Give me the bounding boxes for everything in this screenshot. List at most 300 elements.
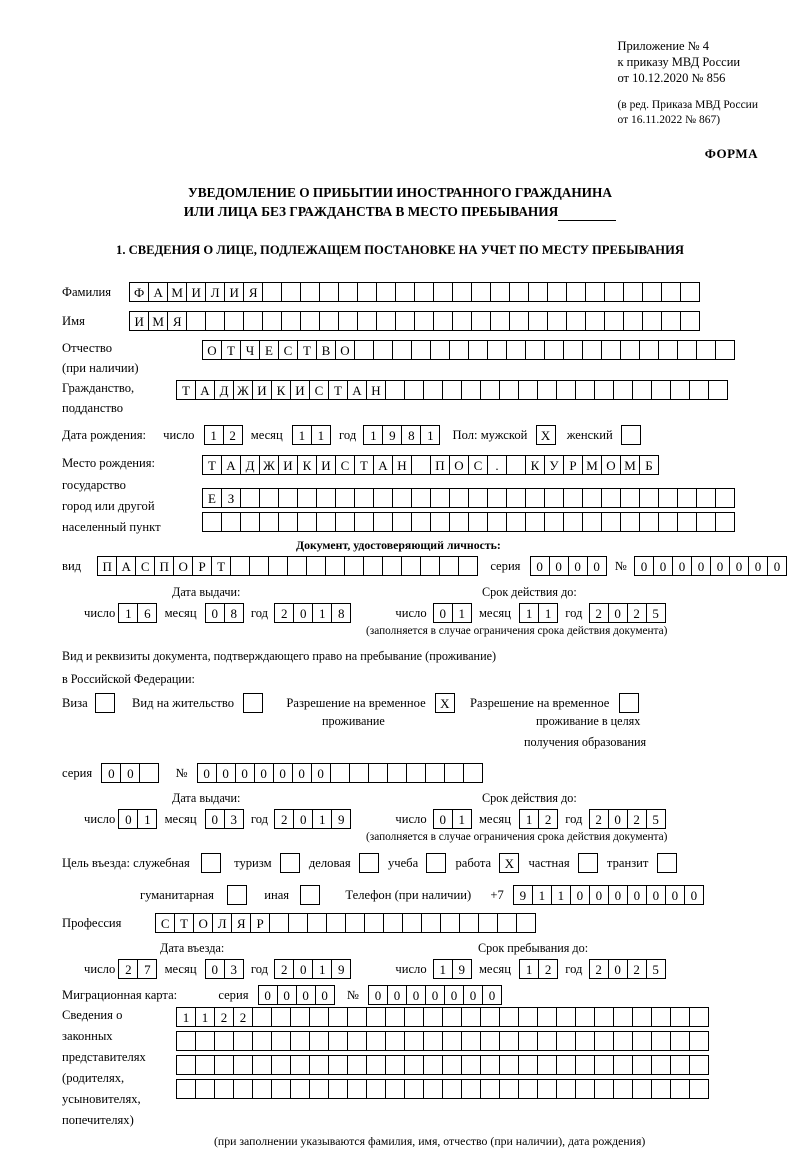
cell[interactable] (525, 340, 545, 360)
permit-series-input[interactable] (101, 763, 158, 783)
cell[interactable] (518, 1079, 538, 1099)
cell[interactable] (516, 913, 536, 933)
cell[interactable]: 0 (258, 985, 278, 1005)
cell[interactable] (414, 282, 434, 302)
cell[interactable] (696, 512, 716, 532)
cell[interactable] (689, 1031, 709, 1051)
cell[interactable] (347, 1079, 367, 1099)
cell[interactable]: С (278, 340, 298, 360)
cell[interactable]: О (601, 455, 621, 475)
cell[interactable] (518, 1007, 538, 1027)
cell[interactable] (328, 1055, 348, 1075)
cell[interactable] (387, 763, 407, 783)
stay-day-input[interactable] (433, 959, 471, 979)
cell[interactable] (518, 1031, 538, 1051)
entry-day-input[interactable] (118, 959, 156, 979)
cell[interactable]: М (582, 455, 602, 475)
cell[interactable] (338, 282, 358, 302)
cell[interactable] (297, 512, 317, 532)
cell[interactable] (262, 311, 282, 331)
cell[interactable] (139, 763, 159, 783)
cell[interactable] (347, 1031, 367, 1051)
cell[interactable] (544, 340, 564, 360)
cell[interactable] (357, 282, 377, 302)
cell[interactable] (480, 1007, 500, 1027)
cell[interactable] (651, 1031, 671, 1051)
cell[interactable]: 5 (646, 809, 666, 829)
cell[interactable]: Т (297, 340, 317, 360)
cell[interactable]: Т (221, 340, 241, 360)
migration-number-input[interactable] (368, 985, 501, 1005)
cell[interactable] (307, 913, 327, 933)
cell[interactable] (715, 488, 735, 508)
purpose-tourism-checkbox[interactable] (280, 853, 300, 873)
cell[interactable]: Т (176, 380, 196, 400)
cell[interactable] (373, 512, 393, 532)
cell[interactable] (326, 913, 346, 933)
cell[interactable]: 1 (532, 885, 552, 905)
cell[interactable] (601, 512, 621, 532)
cell[interactable] (344, 556, 364, 576)
cell[interactable]: В (316, 340, 336, 360)
cell[interactable] (383, 913, 403, 933)
cell[interactable] (176, 1055, 196, 1075)
cell[interactable] (620, 512, 640, 532)
cell[interactable] (670, 1079, 690, 1099)
cell[interactable] (661, 311, 681, 331)
cell[interactable] (252, 1055, 272, 1075)
surname-input[interactable] (129, 282, 699, 302)
cell[interactable] (335, 488, 355, 508)
cell[interactable] (202, 512, 222, 532)
cell[interactable]: 0 (277, 985, 297, 1005)
cell[interactable]: М (148, 311, 168, 331)
cell[interactable]: 0 (568, 556, 588, 576)
cell[interactable] (186, 311, 206, 331)
cell[interactable] (632, 1055, 652, 1075)
cell[interactable] (328, 1031, 348, 1051)
cell[interactable]: 1 (551, 885, 571, 905)
cell[interactable] (575, 1055, 595, 1075)
sex-male-checkbox[interactable]: X (536, 425, 556, 445)
legal-rep-input-row-3[interactable] (176, 1055, 708, 1075)
cell[interactable]: 0 (684, 885, 704, 905)
doc-issue-year-input[interactable] (274, 603, 350, 623)
cell[interactable] (319, 311, 339, 331)
cell[interactable] (240, 488, 260, 508)
cell[interactable]: З (221, 488, 241, 508)
cell[interactable] (461, 1031, 481, 1051)
cell[interactable]: 8 (331, 603, 351, 623)
cell[interactable]: 0 (530, 556, 550, 576)
cell[interactable]: 0 (748, 556, 768, 576)
cell[interactable]: 2 (274, 603, 294, 623)
cell[interactable] (459, 913, 479, 933)
doc-issue-day-input[interactable] (118, 603, 156, 623)
cell[interactable] (271, 1031, 291, 1051)
cell[interactable]: 0 (296, 985, 316, 1005)
cell[interactable] (518, 380, 538, 400)
cell[interactable] (594, 380, 614, 400)
cell[interactable]: 8 (401, 425, 421, 445)
cell[interactable] (582, 488, 602, 508)
entry-month-input[interactable] (205, 959, 243, 979)
cell[interactable] (385, 1055, 405, 1075)
cell[interactable]: У (544, 455, 564, 475)
cell[interactable] (518, 1055, 538, 1075)
cell[interactable] (330, 763, 350, 783)
cell[interactable] (420, 556, 440, 576)
cell[interactable] (205, 311, 225, 331)
cell[interactable]: С (155, 913, 175, 933)
visa-checkbox[interactable] (95, 693, 115, 713)
cell[interactable]: 1 (452, 603, 472, 623)
cell[interactable] (230, 556, 250, 576)
purpose-business-checkbox[interactable] (359, 853, 379, 873)
purpose-humanitarian-checkbox[interactable] (227, 885, 247, 905)
cell[interactable]: М (620, 455, 640, 475)
cell[interactable] (480, 380, 500, 400)
cell[interactable] (423, 1007, 443, 1027)
cell[interactable] (354, 512, 374, 532)
cell[interactable]: 1 (195, 1007, 215, 1027)
cell[interactable]: 0 (729, 556, 749, 576)
cell[interactable]: 0 (646, 885, 666, 905)
cell[interactable]: . (487, 455, 507, 475)
cell[interactable]: 0 (235, 763, 255, 783)
purpose-service-checkbox[interactable] (201, 853, 221, 873)
cell[interactable]: 1 (137, 809, 157, 829)
cell[interactable] (670, 1055, 690, 1075)
legal-rep-input-row-1[interactable] (176, 1007, 708, 1027)
cell[interactable]: 0 (197, 763, 217, 783)
cell[interactable]: 2 (627, 603, 647, 623)
cell[interactable]: 6 (137, 603, 157, 623)
cell[interactable] (309, 1079, 329, 1099)
cell[interactable] (499, 380, 519, 400)
cell[interactable] (639, 512, 659, 532)
cell[interactable] (366, 1007, 386, 1027)
cell[interactable] (487, 488, 507, 508)
cell[interactable]: 3 (224, 959, 244, 979)
cell[interactable]: 0 (216, 763, 236, 783)
cell[interactable] (300, 282, 320, 302)
cell[interactable] (306, 556, 326, 576)
cell[interactable]: О (193, 913, 213, 933)
cell[interactable] (176, 1031, 196, 1051)
cell[interactable]: Ж (259, 455, 279, 475)
cell[interactable] (366, 1079, 386, 1099)
cell[interactable] (632, 1007, 652, 1027)
cell[interactable] (689, 1079, 709, 1099)
cell[interactable] (221, 512, 241, 532)
cell[interactable] (544, 512, 564, 532)
cell[interactable] (309, 1007, 329, 1027)
purpose-private-checkbox[interactable] (578, 853, 598, 873)
cell[interactable] (385, 1031, 405, 1051)
cell[interactable] (563, 512, 583, 532)
cell[interactable] (487, 340, 507, 360)
cell[interactable]: 0 (710, 556, 730, 576)
cell[interactable]: 9 (331, 809, 351, 829)
cell[interactable] (689, 1007, 709, 1027)
cell[interactable]: 0 (482, 985, 502, 1005)
cell[interactable]: И (278, 455, 298, 475)
cell[interactable]: Т (202, 455, 222, 475)
birthplace-input-row-1[interactable] (202, 455, 658, 475)
cell[interactable]: 9 (331, 959, 351, 979)
cell[interactable] (461, 1079, 481, 1099)
cell[interactable]: С (468, 455, 488, 475)
cell[interactable]: И (252, 380, 272, 400)
cell[interactable]: А (116, 556, 136, 576)
cell[interactable] (278, 488, 298, 508)
cell[interactable]: 0 (205, 603, 225, 623)
cell[interactable]: К (525, 455, 545, 475)
cell[interactable] (639, 488, 659, 508)
cell[interactable]: Л (212, 913, 232, 933)
residence-permit-checkbox[interactable] (243, 693, 263, 713)
cell[interactable]: 1 (311, 425, 331, 445)
cell[interactable] (233, 1055, 253, 1075)
cell[interactable] (433, 282, 453, 302)
permit-valid-month-input[interactable] (519, 809, 557, 829)
cell[interactable] (452, 311, 472, 331)
cell[interactable] (651, 1079, 671, 1099)
cell[interactable] (366, 1031, 386, 1051)
cell[interactable]: 9 (382, 425, 402, 445)
cell[interactable] (509, 282, 529, 302)
cell[interactable] (195, 1031, 215, 1051)
cell[interactable] (278, 512, 298, 532)
name-input[interactable] (129, 311, 699, 331)
cell[interactable] (357, 311, 377, 331)
legal-rep-input-row-2[interactable] (176, 1031, 708, 1051)
cell[interactable] (290, 1055, 310, 1075)
cell[interactable] (392, 340, 412, 360)
cell[interactable] (269, 913, 289, 933)
cell[interactable]: А (221, 455, 241, 475)
cell[interactable] (651, 1055, 671, 1075)
cell[interactable]: 0 (608, 959, 628, 979)
temp-residence-checkbox[interactable]: X (435, 693, 455, 713)
cell[interactable]: 0 (315, 985, 335, 1005)
cell[interactable] (421, 913, 441, 933)
cell[interactable]: 2 (274, 959, 294, 979)
cell[interactable] (423, 1079, 443, 1099)
cell[interactable]: 0 (293, 603, 313, 623)
cell[interactable] (499, 1079, 519, 1099)
cell[interactable] (661, 282, 681, 302)
cell[interactable] (677, 340, 697, 360)
cell[interactable] (195, 1055, 215, 1075)
cell[interactable] (613, 1055, 633, 1075)
cell[interactable] (677, 512, 697, 532)
cell[interactable] (259, 512, 279, 532)
cell[interactable]: 0 (205, 959, 225, 979)
cell[interactable] (490, 282, 510, 302)
cell[interactable]: 2 (589, 959, 609, 979)
cell[interactable]: 1 (312, 809, 332, 829)
cell[interactable]: 0 (570, 885, 590, 905)
cell[interactable] (651, 1007, 671, 1027)
cell[interactable] (585, 311, 605, 331)
cell[interactable] (525, 488, 545, 508)
cell[interactable]: 0 (665, 885, 685, 905)
cell[interactable]: 0 (549, 556, 569, 576)
cell[interactable] (670, 380, 690, 400)
cell[interactable] (525, 512, 545, 532)
cell[interactable] (623, 282, 643, 302)
cell[interactable] (556, 380, 576, 400)
cell[interactable] (347, 1055, 367, 1075)
cell[interactable] (556, 1055, 576, 1075)
cell[interactable] (385, 380, 405, 400)
citizenship-input[interactable] (176, 380, 727, 400)
cell[interactable] (471, 282, 491, 302)
cell[interactable] (440, 913, 460, 933)
cell[interactable]: 2 (589, 603, 609, 623)
cell[interactable]: Т (174, 913, 194, 933)
cell[interactable] (639, 340, 659, 360)
cell[interactable] (373, 340, 393, 360)
cell[interactable]: Т (211, 556, 231, 576)
birthplace-input-row-2[interactable] (202, 488, 734, 508)
cell[interactable] (582, 512, 602, 532)
cell[interactable]: 1 (452, 809, 472, 829)
cell[interactable]: 1 (312, 603, 332, 623)
legal-rep-input-row-4[interactable] (176, 1079, 708, 1099)
cell[interactable] (613, 1031, 633, 1051)
cell[interactable]: П (154, 556, 174, 576)
cell[interactable]: И (129, 311, 149, 331)
cell[interactable] (252, 1079, 272, 1099)
cell[interactable]: И (186, 282, 206, 302)
cell[interactable]: Р (563, 455, 583, 475)
cell[interactable] (544, 488, 564, 508)
cell[interactable] (537, 1079, 557, 1099)
cell[interactable]: 0 (406, 985, 426, 1005)
cell[interactable]: Д (214, 380, 234, 400)
permit-issue-month-input[interactable] (205, 809, 243, 829)
cell[interactable] (509, 311, 529, 331)
cell[interactable] (563, 340, 583, 360)
cell[interactable] (575, 1079, 595, 1099)
cell[interactable] (404, 1055, 424, 1075)
cell[interactable] (395, 282, 415, 302)
cell[interactable] (528, 311, 548, 331)
cell[interactable] (290, 1031, 310, 1051)
cell[interactable] (262, 282, 282, 302)
cell[interactable] (425, 763, 445, 783)
cell[interactable]: 0 (608, 885, 628, 905)
cell[interactable] (433, 311, 453, 331)
phone-input[interactable] (513, 885, 703, 905)
birth-month-input[interactable] (292, 425, 330, 445)
cell[interactable]: О (202, 340, 222, 360)
cell[interactable] (271, 1007, 291, 1027)
cell[interactable] (376, 282, 396, 302)
cell[interactable]: 1 (433, 959, 453, 979)
cell[interactable] (487, 512, 507, 532)
cell[interactable]: 0 (311, 763, 331, 783)
cell[interactable] (658, 512, 678, 532)
cell[interactable] (392, 512, 412, 532)
cell[interactable] (392, 488, 412, 508)
doc-valid-year-input[interactable] (589, 603, 665, 623)
cell[interactable] (632, 1031, 652, 1051)
cell[interactable]: А (347, 380, 367, 400)
cell[interactable] (463, 763, 483, 783)
cell[interactable] (642, 282, 662, 302)
cell[interactable] (252, 1031, 272, 1051)
cell[interactable]: 1 (292, 425, 312, 445)
cell[interactable]: 0 (118, 809, 138, 829)
cell[interactable] (439, 556, 459, 576)
cell[interactable]: 0 (254, 763, 274, 783)
cell[interactable] (411, 488, 431, 508)
cell[interactable]: 0 (589, 885, 609, 905)
cell[interactable] (401, 556, 421, 576)
cell[interactable] (632, 1079, 652, 1099)
cell[interactable] (696, 488, 716, 508)
edu-residence-checkbox[interactable] (619, 693, 639, 713)
cell[interactable] (556, 1031, 576, 1051)
cell[interactable]: 2 (233, 1007, 253, 1027)
cell[interactable] (499, 1031, 519, 1051)
cell[interactable] (430, 340, 450, 360)
cell[interactable]: Е (202, 488, 222, 508)
cell[interactable] (708, 380, 728, 400)
cell[interactable]: Ф (129, 282, 149, 302)
cell[interactable] (537, 1031, 557, 1051)
cell[interactable]: О (335, 340, 355, 360)
cell[interactable] (423, 1031, 443, 1051)
cell[interactable]: 0 (627, 885, 647, 905)
cell[interactable] (506, 512, 526, 532)
cell[interactable] (345, 913, 365, 933)
cell[interactable] (349, 763, 369, 783)
cell[interactable] (468, 512, 488, 532)
cell[interactable] (696, 340, 716, 360)
cell[interactable]: 1 (538, 603, 558, 623)
cell[interactable] (480, 1031, 500, 1051)
cell[interactable] (620, 340, 640, 360)
cell[interactable] (395, 311, 415, 331)
cell[interactable]: 0 (653, 556, 673, 576)
cell[interactable]: 9 (513, 885, 533, 905)
cell[interactable] (268, 556, 288, 576)
cell[interactable] (715, 340, 735, 360)
cell[interactable]: 2 (538, 959, 558, 979)
cell[interactable] (214, 1055, 234, 1075)
cell[interactable] (297, 488, 317, 508)
cell[interactable] (632, 380, 652, 400)
cell[interactable] (497, 913, 517, 933)
cell[interactable] (406, 763, 426, 783)
cell[interactable] (290, 1079, 310, 1099)
cell[interactable]: 0 (433, 603, 453, 623)
cell[interactable]: 2 (274, 809, 294, 829)
cell[interactable] (461, 1055, 481, 1075)
cell[interactable]: 0 (587, 556, 607, 576)
cell[interactable] (575, 380, 595, 400)
cell[interactable]: 5 (646, 959, 666, 979)
cell[interactable] (281, 282, 301, 302)
cell[interactable] (499, 1007, 519, 1027)
cell[interactable]: 2 (589, 809, 609, 829)
cell[interactable] (300, 311, 320, 331)
